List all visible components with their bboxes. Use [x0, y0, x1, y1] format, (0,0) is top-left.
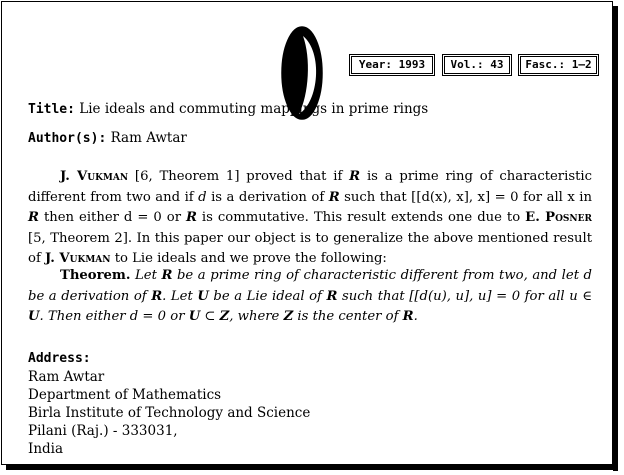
text-run: is commutative. This result extends one due to [196, 210, 526, 225]
text-run: is the center of [293, 309, 403, 324]
address-line: Ram Awtar [28, 369, 105, 385]
page [1, 1, 613, 465]
author-ref-posner: E. Posner [525, 210, 593, 225]
text-run: is a derivation of [206, 189, 329, 205]
text-run: [6, Theorem 1] proved that if [128, 169, 350, 184]
symbol-U: U [197, 288, 209, 304]
text-run: [5, Theorem 2]. In this paper our object is to generalize the above mentioned result of [28, 230, 592, 266]
symbol-R: R [328, 189, 340, 205]
symbol-R: R [326, 288, 338, 304]
symbol-R: R [161, 268, 173, 283]
address-line: Pilani (Raj.) - 333031, [28, 423, 178, 439]
author-ref-vukman: J. Vukman [45, 251, 111, 266]
title-value: Lie ideals and commuting mappings in prime rings [79, 101, 429, 117]
address-block [28, 350, 310, 458]
symbol-R: R [402, 309, 414, 324]
symbol-Z: Z [219, 309, 230, 324]
text-run: be a Lie ideal of [208, 288, 327, 304]
fascicle-box: Fasc.: 1–2 [520, 56, 597, 74]
text-run: be a prime ring of characteristic different from two, and let d be a derivation of [28, 268, 592, 304]
text-run: to Lie ideals and we prove the following: [110, 251, 387, 266]
address-label: Address: [28, 351, 91, 366]
address-line: India [28, 441, 64, 457]
text-run: such that [[d(u), u], u] = 0 for all u ∈ [337, 288, 593, 304]
abstract-paragraph [28, 167, 592, 270]
author-ref-vukman: J. Vukman [60, 169, 129, 184]
symbol-R: R [151, 288, 163, 304]
page-shadow-bottom [6, 465, 618, 470]
symbol-d: d [198, 189, 207, 205]
theorem-paragraph [28, 266, 592, 328]
symbol-U: U [28, 309, 40, 324]
title-label: Title: [28, 102, 75, 117]
authors-line [28, 130, 187, 146]
title-line [28, 101, 428, 117]
authors-value: Ram Awtar [110, 130, 187, 146]
symbol-R: R [28, 210, 39, 225]
text-run: . Let [162, 288, 198, 304]
address-line: Birla Institute of Technology and Science [28, 405, 311, 421]
symbol-Z: Z [283, 309, 294, 324]
text-run: , where [229, 309, 284, 324]
text-run: . Then either d = 0 or [39, 309, 189, 324]
volume-box: Vol.: 43 [444, 56, 510, 74]
text-run: Let [130, 268, 162, 283]
address-line: Department of Mathematics [28, 387, 222, 403]
symbol-R: R [349, 169, 361, 184]
authors-label: Author(s): [28, 131, 107, 146]
text-run: ⊂ [200, 309, 220, 324]
page-shadow-right [613, 6, 618, 471]
year-box: Year: 1993 [351, 56, 433, 74]
symbol-R: R [185, 210, 197, 225]
text-run: such that [[d(x), x], x] = 0 for all x in [339, 189, 592, 205]
symbol-U: U [188, 309, 201, 324]
text-run: . [413, 309, 418, 324]
text-run: then either d = 0 or [38, 210, 186, 225]
theorem-label: Theorem. [60, 268, 131, 283]
text-run: is a prime ring of characteristic different from two and if [28, 169, 593, 205]
